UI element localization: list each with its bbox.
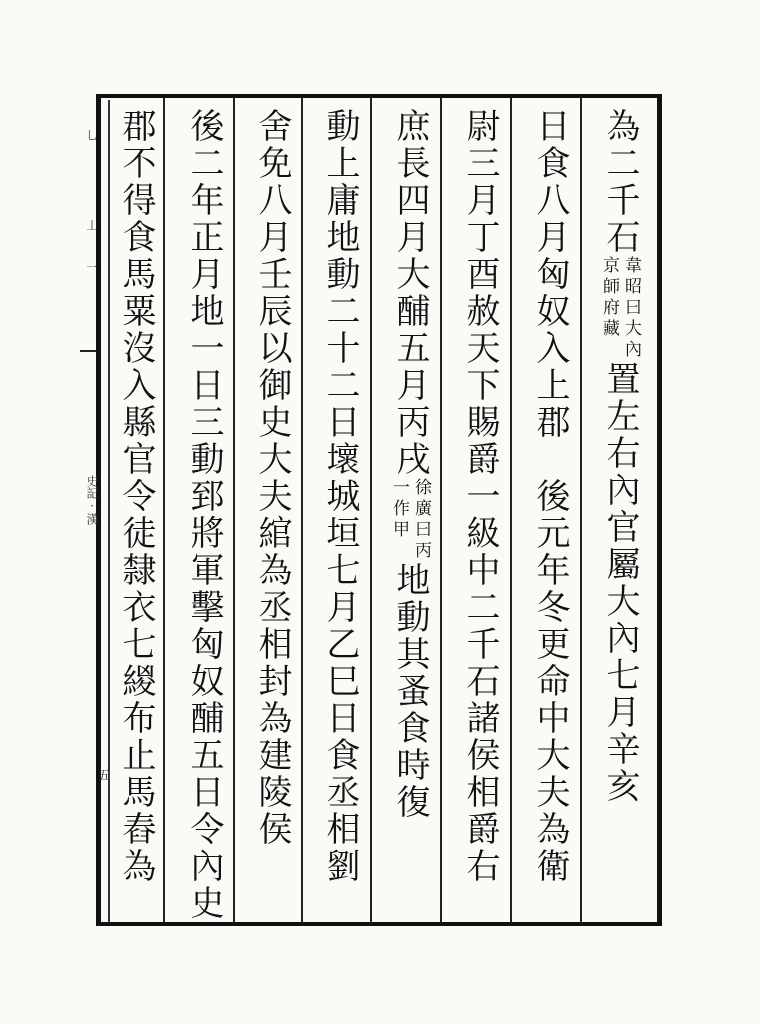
text-column [528,108,572,916]
main-text: 舍免八月壬辰以御史大夫綰為丞相封為建陵侯 [252,108,292,848]
column-divider [163,98,165,922]
annotation-line: 一作甲 [389,478,409,541]
frame-bottom-border [100,922,660,926]
column-divider [510,98,512,922]
text-column [250,108,294,916]
frame-top-border [100,94,660,98]
margin-title: 史記·漢 [85,475,99,525]
main-text: 為二千石 [600,108,640,256]
annotation-line: 韋昭曰大內 [621,256,641,361]
main-text: 動上庸地動二十二日壞城垣七月乙巳日食丞相劉 [320,108,360,885]
margin-mark: 丄 [86,219,98,232]
annotation [598,256,642,361]
frame-right-border [657,94,662,926]
column-divider [580,98,582,922]
text-column [458,108,502,916]
main-text: 置左右內官屬大內七月辛亥 [600,361,640,805]
column-divider [440,98,442,922]
column-divider [233,98,235,922]
fish-tail-mark [80,350,96,352]
main-text: 郡不得食馬粟沒入縣官令徒隸衣七緵布止馬舂為 [116,108,156,885]
margin-mark: 一 [86,261,98,274]
margin-mark: 乚 [86,129,98,142]
main-text: 庶長四月大酺五月丙戌 [390,108,430,478]
main-text: 地動其蚤食時復 [390,562,430,821]
folio-number: 五 [98,768,111,782]
text-column [388,108,432,916]
frame-inner-border [108,100,110,922]
annotation [388,478,432,562]
text-column [182,108,226,922]
main-text: 後二年正月地一日三動郅將軍擊匈奴酺五日令內史 [184,108,224,922]
text-column [598,108,642,916]
column-divider [301,98,303,922]
annotation-line: 徐廣曰丙 [411,478,431,562]
main-text: 日食八月匈奴入上郡 後元年冬更命中大夫為衛 [530,108,570,885]
annotation-line: 京師府藏 [599,256,619,340]
column-divider [370,98,372,922]
main-text: 尉三月丁酉赦天下賜爵一級中二千石諸侯相爵右 [460,108,500,885]
text-column [318,108,362,916]
text-column [114,108,158,916]
